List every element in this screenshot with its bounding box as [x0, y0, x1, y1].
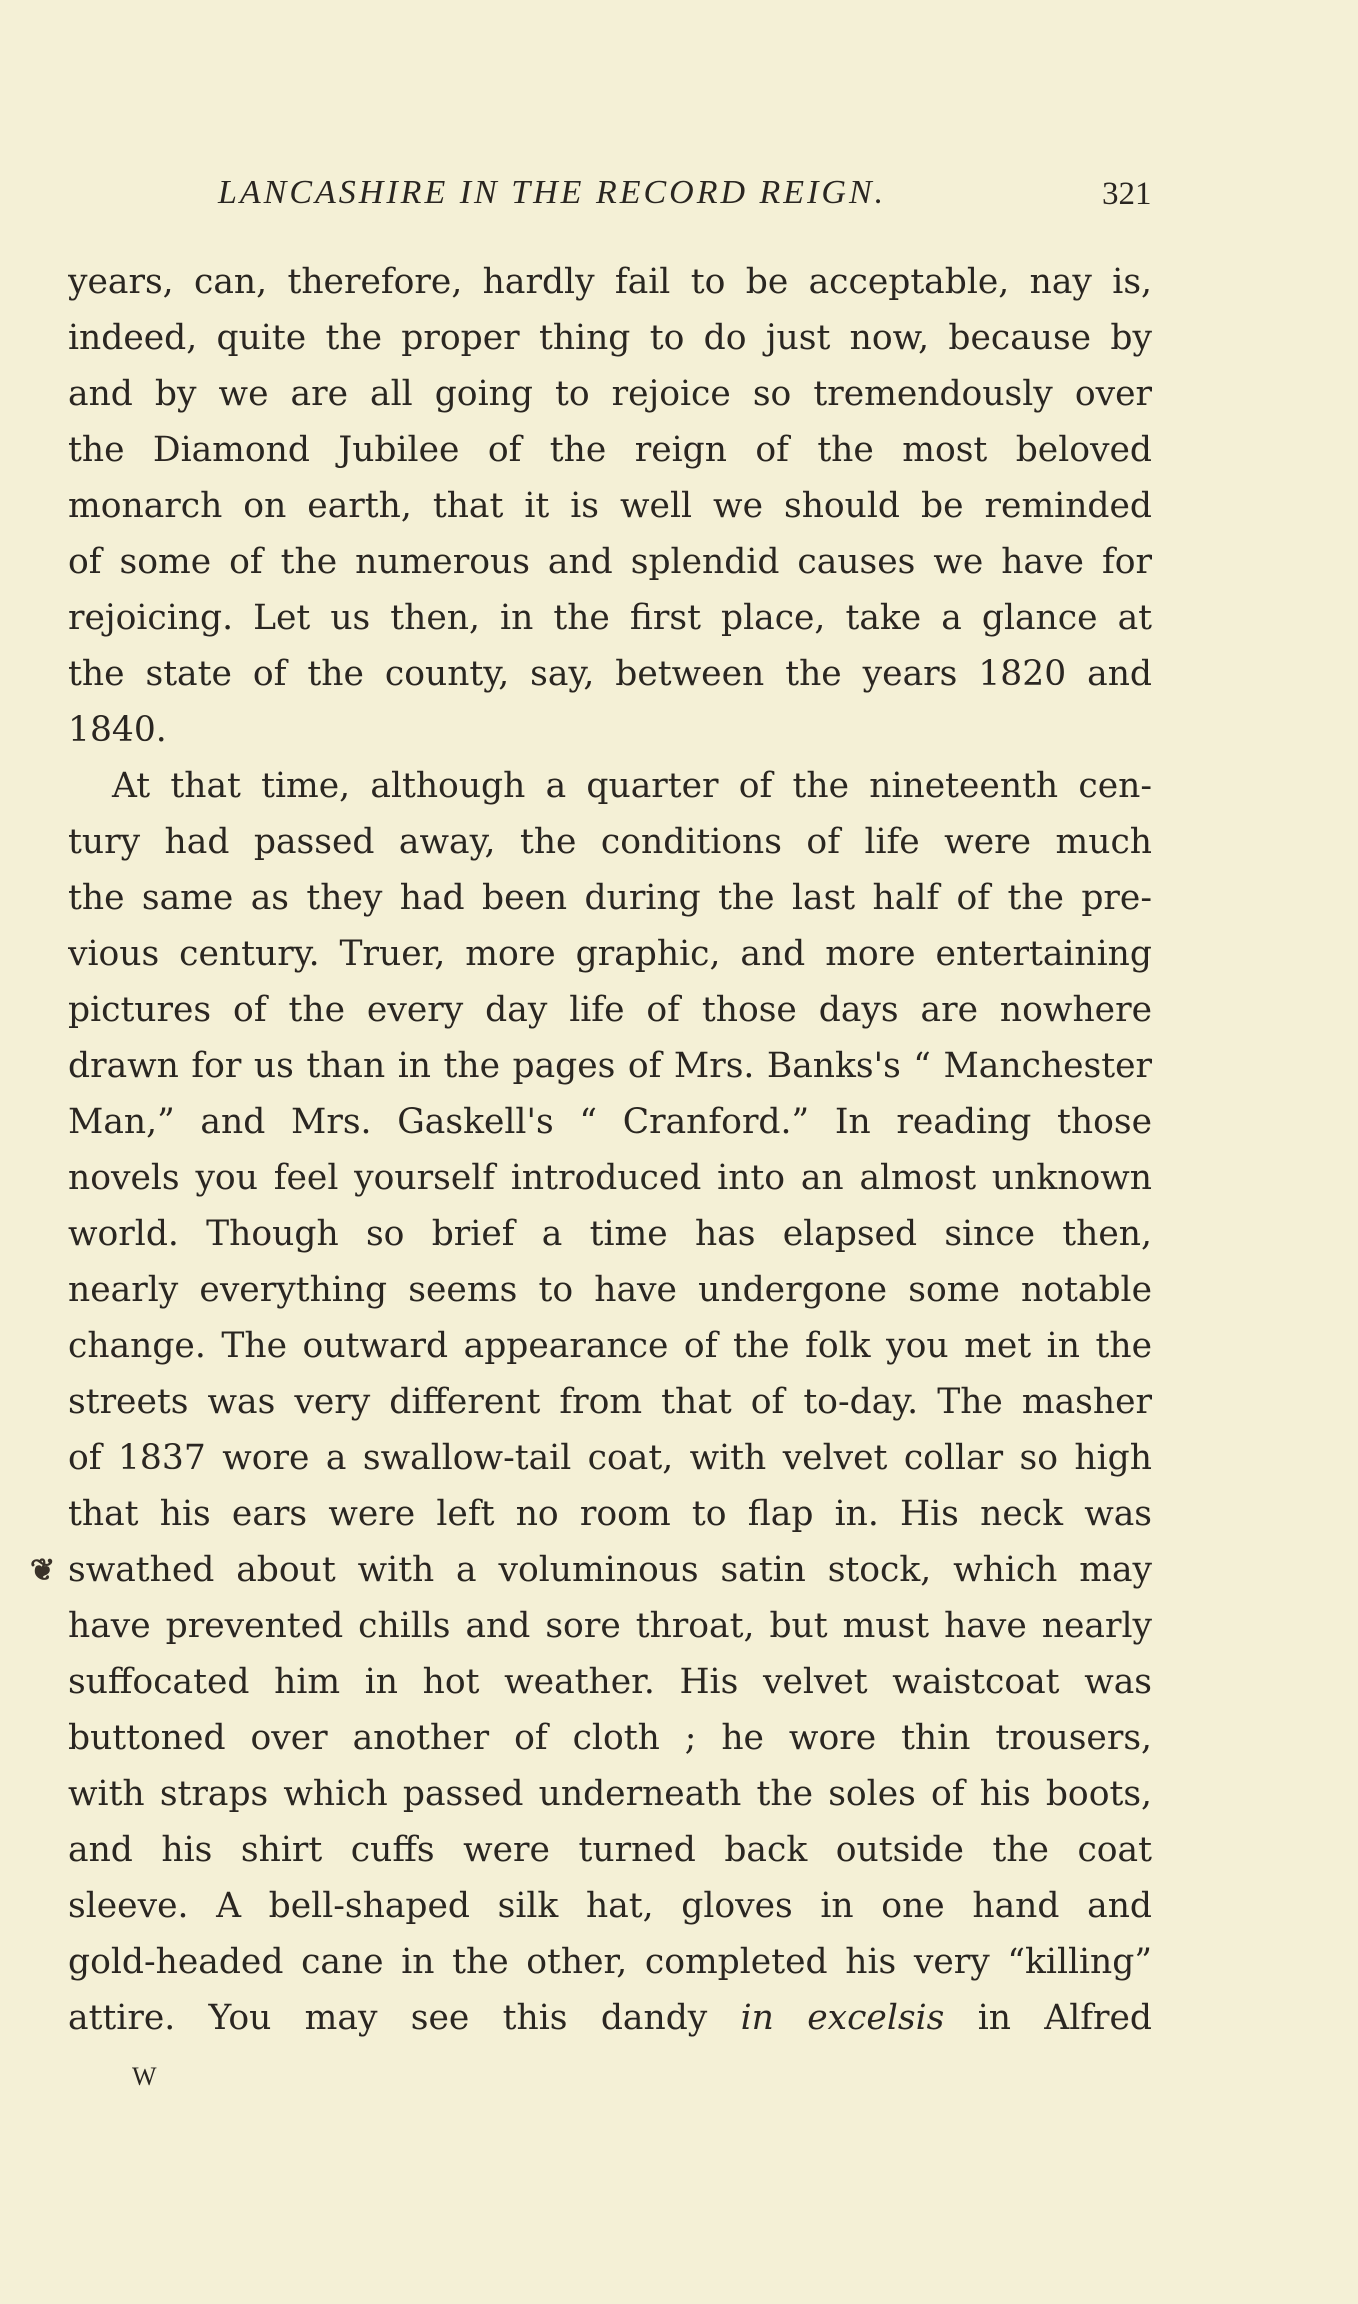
text-line: years, can, therefore, hardly fail to be acceptable, nay is,	[68, 262, 1152, 302]
text-line: gold-headed cane in the other, completed his very “killing”	[68, 1942, 1152, 1982]
text-line: drawn for us than in the pages of Mrs. Banks's “ Manchester	[68, 1046, 1152, 1086]
text-line-final	[68, 1990, 1152, 2046]
text-line: with straps which passed underneath the soles of his boots,	[68, 1774, 1152, 1814]
text-line: change. The outward appearance of the folk you met in the	[68, 1326, 1152, 1366]
italic-phrase: in excelsis	[740, 1998, 945, 2038]
final-line-start: attire. You may see this dandy	[68, 1998, 741, 2038]
text-line: of some of the numerous and splendid causes we have for	[68, 542, 1152, 582]
text-line: the state of the county, say, between the years 1820 and	[68, 654, 1152, 694]
page-number: 321	[1102, 176, 1152, 212]
text-line: and his shirt cuffs were turned back outside the coat	[68, 1830, 1152, 1870]
signature-mark: W	[132, 2062, 157, 2091]
text-line: rejoicing. Let us then, in the first place, take a glance at	[68, 598, 1152, 638]
body-text	[68, 254, 1152, 2046]
text-line: At that time, although a quarter of the nineteenth cen-	[112, 766, 1152, 806]
text-line: world. Though so brief a time has elapsed since then,	[68, 1214, 1152, 1254]
text-line: Man,” and Mrs. Gaskell's “ Cranford.” In reading those	[68, 1102, 1152, 1142]
running-head-title: LANCASHIRE IN THE RECORD REIGN.	[218, 174, 887, 211]
text-line: monarch on earth, that it is well we should be reminded	[68, 486, 1152, 526]
text-line: and by we are all going to rejoice so tremendously over	[68, 374, 1152, 414]
text-line: sleeve. A bell-shaped silk hat, gloves in one hand and	[68, 1886, 1152, 1926]
text-line: the same as they had been during the last half of the pre-	[68, 878, 1152, 918]
final-line-end: in Alfred	[944, 1998, 1152, 2038]
text-line: streets was very different from that of to-day. The masher	[68, 1382, 1152, 1422]
margin-ornament-icon: ❦	[30, 1553, 56, 1588]
text-line: suffocated him in hot weather. His velvet waistcoat was	[68, 1662, 1152, 1702]
text-line: pictures of the every day life of those days are nowhere	[68, 990, 1152, 1030]
text-line: swathed about with a voluminous satin stock, which may	[68, 1550, 1152, 1590]
text-line: the Diamond Jubilee of the reign of the most beloved	[68, 430, 1152, 470]
text-line: 1840.	[68, 710, 167, 750]
text-line: buttoned over another of cloth ; he wore thin trousers,	[68, 1718, 1152, 1758]
text-line: tury had passed away, the conditions of life were much	[68, 822, 1152, 862]
text-line: nearly everything seems to have undergone some notable	[68, 1270, 1152, 1310]
text-line: indeed, quite the proper thing to do just now, because by	[68, 318, 1152, 358]
text-line: vious century. Truer, more graphic, and more entertaining	[68, 934, 1152, 974]
text-line: of 1837 wore a swallow-tail coat, with velvet collar so high	[68, 1438, 1152, 1478]
text-line: novels you feel yourself introduced into an almost unknown	[68, 1158, 1152, 1198]
text-line: that his ears were left no room to flap in. His neck was	[68, 1494, 1152, 1534]
text-line: have prevented chills and sore throat, but must have nearly	[68, 1606, 1152, 1646]
